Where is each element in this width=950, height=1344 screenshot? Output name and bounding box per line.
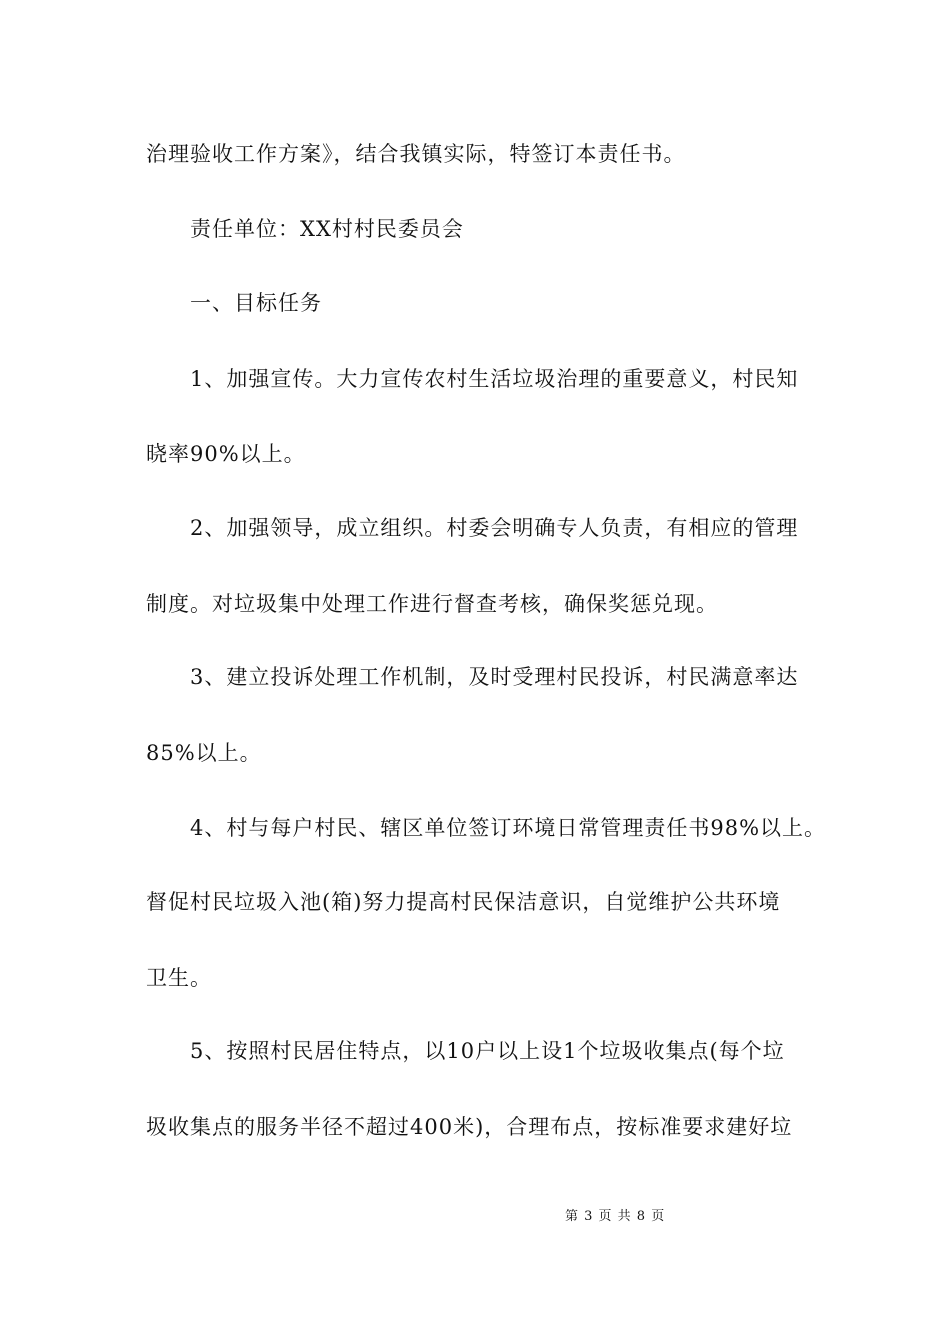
text-line: 圾收集点的服务半径不超过400米)，合理布点，按标准要求建好垃 xyxy=(146,1115,793,1139)
item-5-line: 5、按照村民居住特点，以10户以上设1个垃圾收集点(每个垃 xyxy=(190,1039,785,1063)
text-line: 晓率90%以上。 xyxy=(146,442,306,466)
text-line: 85%以上。 xyxy=(146,741,262,765)
responsible-unit-line: 责任单位：XX村村民委员会 xyxy=(190,217,464,241)
item-3-line: 3、建立投诉处理工作机制，及时受理村民投诉，村民满意率达 xyxy=(190,665,799,689)
section-heading: 一、目标任务 xyxy=(190,291,322,315)
text-line: 治理验收工作方案》，结合我镇实际，特签订本责任书。 xyxy=(146,142,686,166)
text-line: 卫生。 xyxy=(146,966,212,990)
item-1-line: 1、加强宣传。大力宣传农村生活垃圾治理的重要意义，村民知 xyxy=(190,367,799,391)
text-line: 制度。对垃圾集中处理工作进行督查考核，确保奖惩兑现。 xyxy=(146,592,718,616)
item-2-line: 2、加强领导，成立组织。村委会明确专人负责，有相应的管理 xyxy=(190,516,799,540)
item-4-line: 4、村与每户村民、辖区单位签订环境日常管理责任书98%以上。 xyxy=(190,816,827,840)
text-line: 督促村民垃圾入池(箱)努力提高村民保洁意识，自觉维护公共环境 xyxy=(146,890,781,914)
page-number-footer: 第 3 页 共 8 页 xyxy=(565,1209,666,1224)
